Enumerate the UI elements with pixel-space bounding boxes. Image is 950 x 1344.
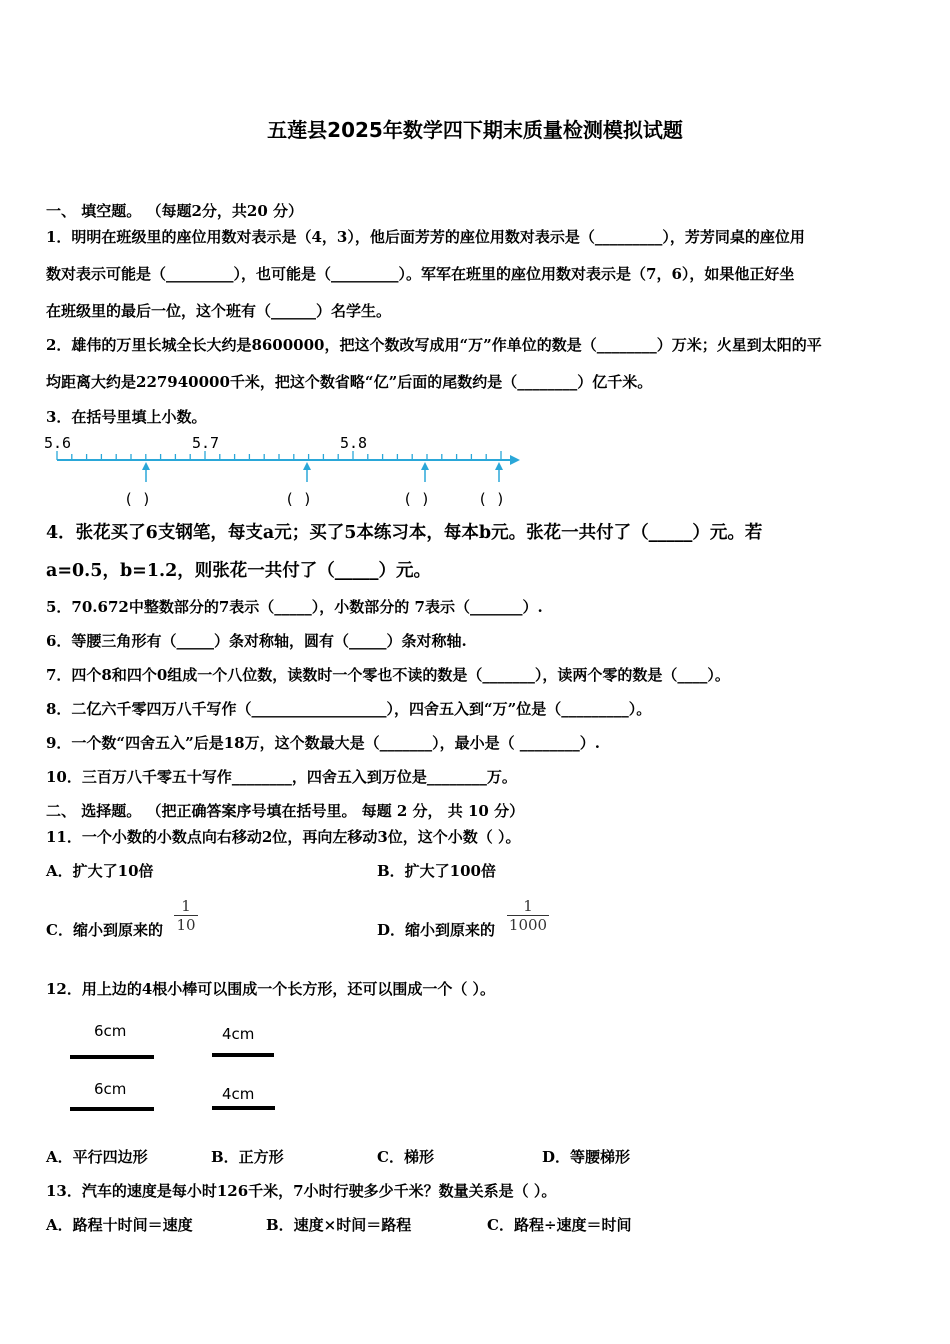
page-title: 五莲县2025年数学四下期末质量检测模拟试题 xyxy=(267,118,683,142)
frac-d-denominator: 1000 xyxy=(508,916,548,934)
nl-pointer-4 xyxy=(495,462,503,482)
q1-line1: 1．明明在班级里的座位用数对表示是（4，3），他后面芳芳的座位用数对表示是（_________），芳芳同桌的座位用 xyxy=(46,228,805,246)
section1-header: 一、 填空题。 （每题2分，共20 分） xyxy=(46,202,303,220)
nl-blank-3: ( ) xyxy=(403,490,431,508)
section2-header: 二、 选择题。 （把正确答案序号填在括号里。 每题 2 分， 共 10 分） xyxy=(46,802,525,820)
q5-text: 5．70.672中整数部分的7表示（_____），小数部分的 7表示（_______）. xyxy=(46,598,543,616)
nl-ticks xyxy=(57,451,501,460)
q11-option-a: A．扩大了10倍 xyxy=(46,862,154,880)
stick-label-3: 6cm xyxy=(94,1080,127,1098)
q1-line2: 数对表示可能是（_________），也可能是（_________）。军军在班里的座位用数对表示是（7，6），如果他正好坐 xyxy=(46,265,795,283)
nl-label-5-8: 5.8 xyxy=(340,434,368,452)
nl-blank-2: ( ) xyxy=(285,490,313,508)
nl-pointer-2 xyxy=(303,462,311,482)
frac-d-numerator: 1 xyxy=(523,897,533,915)
nl-arrowhead xyxy=(510,455,520,465)
q12-option-c: C．梯形 xyxy=(377,1148,434,1166)
q11-fraction-c xyxy=(174,897,198,934)
q9-text: 9．一个数“四舍五入”后是18万，这个数最大是（_______），最小是（ ________）. xyxy=(46,734,601,752)
nl-blank-4: ( ) xyxy=(478,490,506,508)
nl-pointer-1 xyxy=(142,462,150,482)
frac-c-numerator: 1 xyxy=(181,897,191,915)
nl-pointer-3 xyxy=(421,462,429,482)
q11-option-d: D．缩小到原来的 xyxy=(377,921,496,939)
q10-text: 10．三百万八千零五十写作________，四舍五入到万位是________万。 xyxy=(46,768,517,786)
stick-label-1: 6cm xyxy=(94,1022,127,1040)
q3-number-line xyxy=(40,430,540,514)
q12-option-a: A．平行四边形 xyxy=(46,1148,148,1166)
q11-option-b: B．扩大了100倍 xyxy=(377,862,496,880)
q12-option-d: D．等腰梯形 xyxy=(542,1148,631,1166)
q7-text: 7．四个8和四个0组成一个八位数，读数时一个零也不读的数是（_______），读两个零的数是（____）。 xyxy=(46,666,730,684)
q11-option-c: C．缩小到原来的 xyxy=(46,921,163,939)
q11-fraction-d xyxy=(507,897,549,934)
nl-label-5-6: 5.6 xyxy=(44,434,72,452)
nl-label-5-7: 5.7 xyxy=(192,434,220,452)
q1-line3: 在班级里的最后一位，这个班有（______）名学生。 xyxy=(46,302,392,320)
q8-text: 8．二亿六千零四万八千写作（__________________），四舍五入到“万”位是（_________）。 xyxy=(46,700,652,718)
q2-line2: 均距离大约是227940000千米，把这个数省略“亿”后面的尾数约是（________）亿千米。 xyxy=(46,373,653,391)
stick-label-2: 4cm xyxy=(222,1025,255,1043)
q13-option-b: B．速度×时间＝路程 xyxy=(266,1216,412,1234)
frac-c-denominator: 10 xyxy=(176,916,196,934)
q13-option-a: A．路程十时间＝速度 xyxy=(46,1216,193,1234)
q6-text: 6．等腰三角形有（_____）条对称轴，圆有（_____）条对称轴. xyxy=(46,632,467,650)
q11-text: 11．一个小数的小数点向右移动2位，再向左移动3位，这个小数（ ）。 xyxy=(46,828,521,846)
q12-sticks-figure xyxy=(60,1015,290,1120)
q12-option-b: B．正方形 xyxy=(211,1148,284,1166)
q2-line1: 2．雄伟的万里长城全长大约是8600000，把这个数改写成用“万”作单位的数是（________）万米；火星到太阳的平 xyxy=(46,336,822,354)
q3-text: 3．在括号里填上小数。 xyxy=(46,408,207,426)
q12-text: 12．用上边的4根小棒可以围成一个长方形，还可以围成一个（ ）。 xyxy=(46,980,496,998)
q4-line1: 4．张花买了6支钢笔，每支a元；买了5本练习本，每本b元。张花一共付了（_____）元。若 xyxy=(46,523,763,543)
q13-option-c: C．路程÷速度＝时间 xyxy=(487,1216,632,1234)
stick-label-4: 4cm xyxy=(222,1085,255,1103)
nl-blank-1: ( ) xyxy=(124,490,152,508)
q4-line2: a=0.5，b=1.2，则张花一共付了（_____）元。 xyxy=(46,561,432,581)
q13-text: 13．汽车的速度是每小时126千米，7小时行驶多少千米？数量关系是（ ）。 xyxy=(46,1182,557,1200)
